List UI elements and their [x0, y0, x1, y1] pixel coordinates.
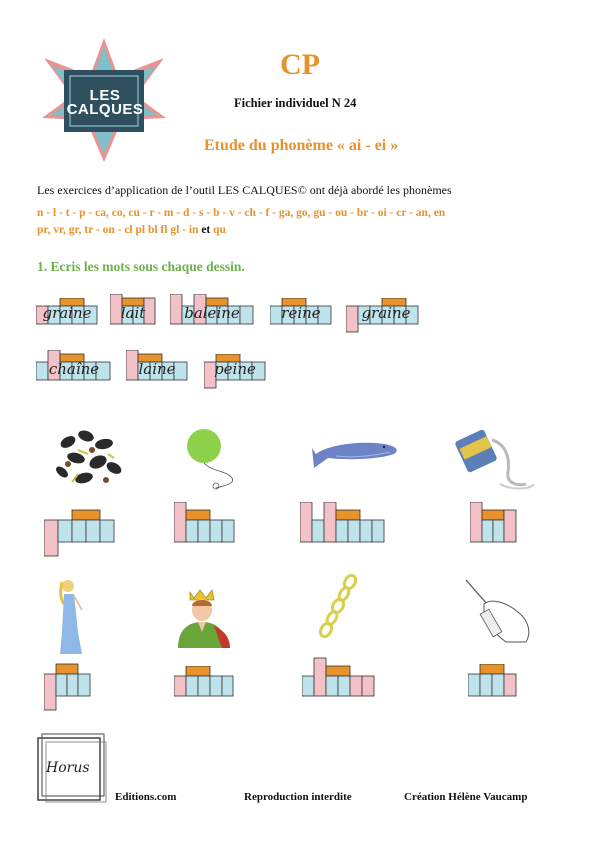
word-model-reine [270, 298, 332, 326]
fee-picture [52, 576, 86, 656]
word-text: laine [138, 360, 176, 378]
phonemes-line-2-et: et [198, 224, 214, 236]
logo-text-calques: CALQUES [66, 101, 144, 118]
word-text: graine [361, 304, 411, 322]
word-model-baleine [170, 294, 254, 326]
answer-grid-roi [174, 666, 234, 698]
footer-reproduction: Reproduction interdite [244, 791, 352, 803]
word-model-laine [126, 350, 188, 382]
file-title: Fichier individuel N 24 [234, 96, 357, 110]
word-model-chaine [36, 350, 112, 382]
answer-grid-lait [470, 502, 520, 546]
answer-grid-peinture [468, 664, 524, 698]
answer-grid-chaine [302, 656, 376, 698]
balle-de-laine-picture [182, 426, 242, 492]
answer-grid-baleine [300, 502, 400, 546]
word-model-graine [36, 298, 98, 326]
logo-text-les: LES [89, 87, 121, 104]
exercise-instruction: 1. Ecris les mots sous chaque dessin. [37, 259, 245, 274]
word-text: reine [281, 304, 321, 322]
raisins-picture [48, 424, 126, 492]
word-text: chaîne [48, 360, 100, 378]
chaine-picture [312, 574, 360, 644]
horus-logo-text: Horus [46, 760, 90, 776]
phonemes-line-2-main: pr, vr, gr, tr - on - cl pl bl fl gl - in [37, 224, 199, 236]
word-text: lait [120, 304, 146, 322]
answer-grid-raisin [44, 508, 120, 558]
footer-creation: Création Hélène Vaucamp [404, 791, 528, 803]
main-peinture-picture [462, 576, 536, 646]
phonemes-line-2-end: qu [213, 224, 226, 236]
word-text: peine [214, 360, 256, 378]
word-model-graine-2 [346, 298, 426, 334]
word-model-lait [110, 294, 156, 326]
baleine-picture [306, 434, 400, 474]
level-title: CP [280, 48, 320, 81]
footer-editions: Editions.com [115, 791, 177, 803]
answer-grid-laine [174, 502, 244, 546]
answer-grid-fee [44, 662, 104, 712]
roi-picture [170, 586, 234, 650]
intro-text: Les exercices d’application de l’outil LES CALQUES© ont déjà abordé les phonèmes [37, 183, 452, 197]
word-text: baleine [184, 304, 240, 322]
word-text: graine [42, 304, 92, 322]
word-model-peine [204, 354, 266, 390]
phoneme-title: Etude du phonème « ai - ei » [204, 137, 399, 154]
lait-picture [454, 428, 538, 490]
phonemes-line-1: n - l - t - p - ca, co, cu - r - m - d - s - b - v - ch - f - ga, go, gu - ou - br - oi - cr - an, en [37, 207, 446, 219]
phonemes-line-2 [37, 224, 226, 236]
